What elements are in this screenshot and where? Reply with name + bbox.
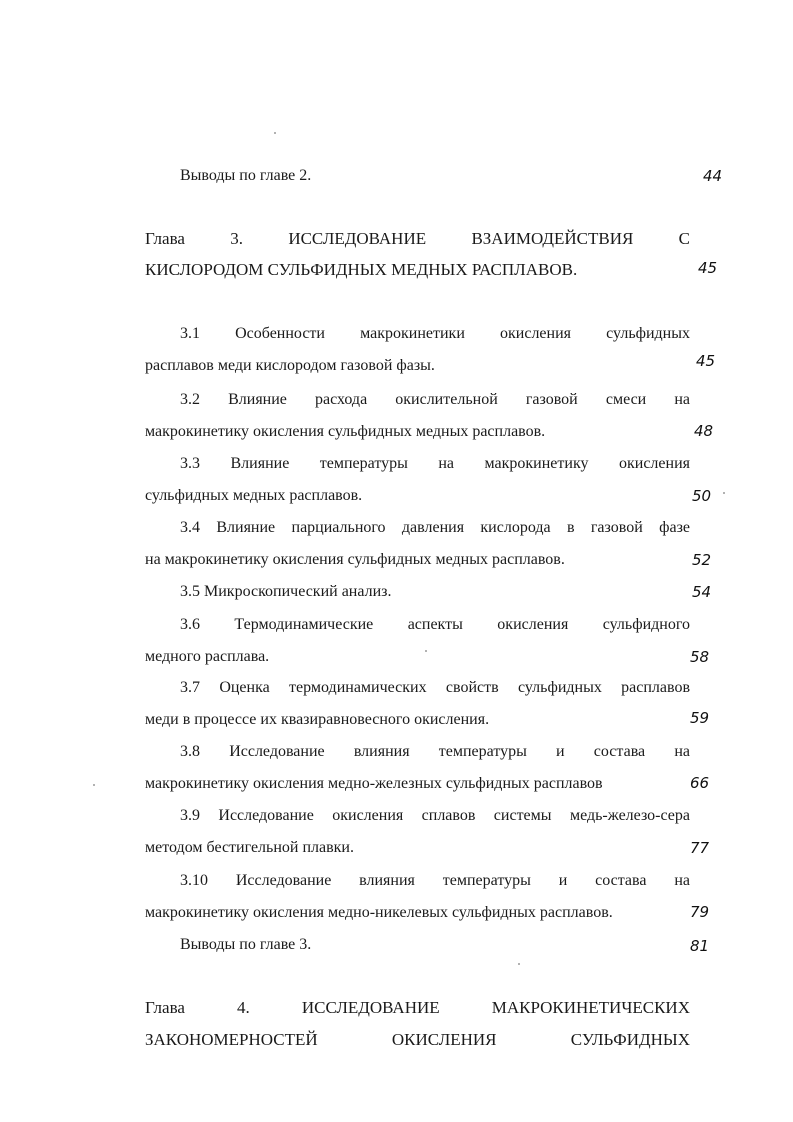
toc-section-3-10-line2: макрокинетику окисления медно-никелевых сульфидных расплавов.	[145, 904, 613, 921]
toc-conclusions-ch2: Выводы по главе 2.	[180, 167, 312, 184]
page-number-3-7: 59	[690, 709, 710, 727]
page-number-conclusions-ch2: 44	[703, 167, 723, 185]
page-number-3-4: 52	[692, 551, 712, 569]
page-number-conclusions-ch3: 81	[690, 937, 710, 955]
scan-speck	[518, 963, 520, 965]
page-number-3-8: 66	[690, 774, 710, 792]
toc-section-3-7-line2: меди в процессе их квазиравновесного окисления.	[145, 711, 490, 728]
toc-section-3-5: 3.5 Микроскопический анализ.	[180, 583, 392, 600]
toc-section-3-4-line2: на макрокинетику окисления сульфидных медных расплавов.	[145, 551, 565, 568]
toc-section-3-1-line2: расплавов меди кислородом газовой фазы.	[145, 357, 435, 374]
chapter3-heading-line2: КИСЛОРОДОМ СУЛЬФИДНЫХ МЕДНЫХ РАСПЛАВОВ.	[145, 260, 578, 279]
page-number-3-3: 50	[692, 487, 712, 505]
page-number-3-2: 48	[694, 422, 714, 440]
toc-section-3-9-line1: 3.9 Исследование окисления сплавов системы медь-железо-сера	[180, 807, 690, 824]
scan-speck	[723, 492, 725, 494]
toc-section-3-6-line2: медного расплава.	[145, 648, 270, 665]
page-number-3-9: 77	[690, 839, 710, 857]
toc-section-3-3-line1: 3.3 Влияние температуры на макрокинетику окисления	[180, 455, 690, 472]
toc-section-3-7-line1: 3.7 Оценка термодинамических свойств сульфидных расплавов	[180, 679, 690, 696]
toc-section-3-4-line1: 3.4 Влияние парциального давления кислорода в газовой фазе	[180, 519, 690, 536]
toc-section-3-1-line1: 3.1 Особенности макрокинетики окисления сульфидных	[180, 325, 690, 342]
chapter4-heading-line2: ЗАКОНОМЕРНОСТЕЙ ОКИСЛЕНИЯ СУЛЬФИДНЫХ	[145, 1030, 690, 1049]
scan-speck	[93, 784, 95, 786]
page-number-3-1: 45	[696, 352, 716, 370]
scan-speck	[425, 650, 427, 652]
toc-section-3-8-line2: макрокинетику окисления медно-железных сульфидных расплавов	[145, 775, 603, 792]
page-number-3-6: 58	[690, 648, 710, 666]
toc-section-3-9-line2: методом бестигельной плавки.	[145, 839, 354, 856]
page-number-3-10: 79	[690, 903, 710, 921]
chapter3-heading-line1: Глава 3. ИССЛЕДОВАНИЕ ВЗАИМОДЕЙСТВИЯ С	[145, 229, 690, 248]
toc-section-3-10-line1: 3.10 Исследование влияния температуры и состава на	[180, 872, 690, 889]
toc-section-3-6-line1: 3.6 Термодинамические аспекты окисления сульфидного	[180, 616, 690, 633]
page-number-3-5: 54	[692, 583, 712, 601]
toc-section-3-2-line2: макрокинетику окисления сульфидных медных расплавов.	[145, 423, 546, 440]
toc-section-3-2-line1: 3.2 Влияние расхода окислительной газовой смеси на	[180, 391, 690, 408]
toc-conclusions-ch3: Выводы по главе 3.	[180, 936, 312, 953]
scan-speck	[274, 132, 276, 134]
toc-section-3-3-line2: сульфидных медных расплавов.	[145, 487, 363, 504]
chapter4-heading-line1: Глава 4. ИССЛЕДОВАНИЕ МАКРОКИНЕТИЧЕСКИХ	[145, 998, 690, 1017]
page-number-chapter3: 45	[698, 259, 718, 277]
toc-section-3-8-line1: 3.8 Исследование влияния температуры и состава на	[180, 743, 690, 760]
